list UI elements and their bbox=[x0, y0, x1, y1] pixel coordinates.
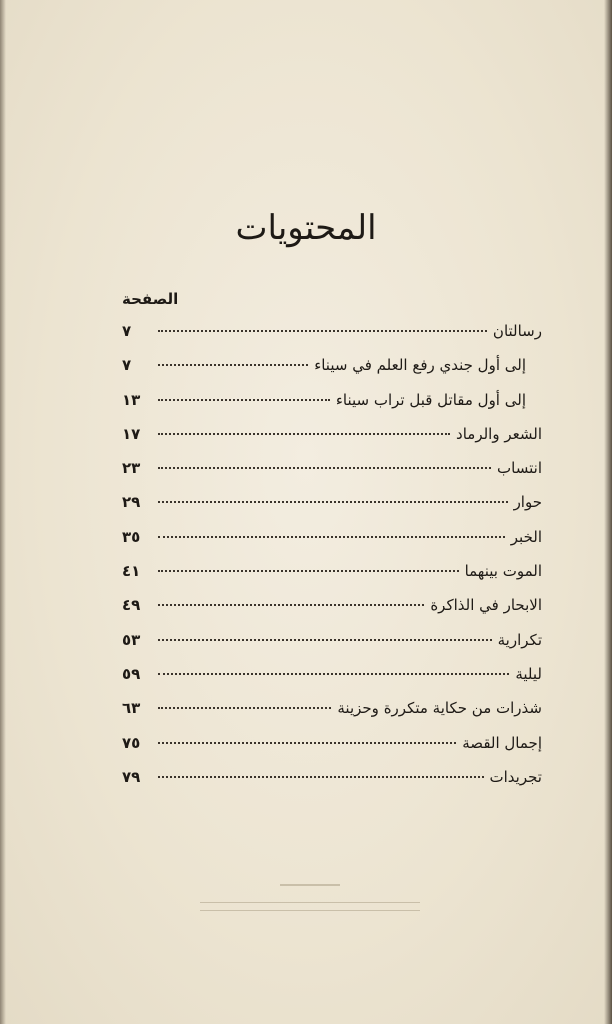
dot-leader bbox=[158, 604, 424, 606]
toc-page-number: ١٣ bbox=[122, 390, 141, 409]
toc-row bbox=[122, 734, 542, 768]
toc-entry-title: الخبر bbox=[510, 527, 542, 546]
toc-row bbox=[122, 631, 542, 665]
toc-row bbox=[122, 596, 542, 630]
dot-leader bbox=[158, 433, 450, 435]
dot-leader bbox=[158, 776, 484, 778]
dot-leader bbox=[158, 639, 492, 641]
dot-leader bbox=[158, 570, 459, 572]
toc-page-number: ١٧ bbox=[122, 424, 141, 443]
toc-entry-title: تجريدات bbox=[489, 767, 542, 786]
toc-page-number: ٣٥ bbox=[122, 527, 141, 546]
toc-entry-title: إلى أول جندي رفع العلم في سيناء bbox=[314, 356, 526, 375]
toc-row bbox=[122, 322, 542, 356]
dot-leader bbox=[158, 707, 331, 709]
toc-row bbox=[122, 768, 542, 802]
toc-row bbox=[122, 562, 542, 596]
dot-leader bbox=[158, 742, 456, 744]
faint-publisher-imprint bbox=[200, 880, 420, 920]
dot-leader bbox=[158, 536, 505, 538]
toc-row bbox=[122, 528, 542, 562]
toc-entry-title: شذرات من حكاية متكررة وحزينة bbox=[337, 699, 542, 718]
page-column-header: الصفحة bbox=[122, 290, 179, 308]
toc-page-number: ٤٩ bbox=[122, 596, 141, 615]
toc-page-number: ٧٩ bbox=[122, 767, 141, 786]
toc-page-number: ٧ bbox=[122, 322, 132, 340]
toc-page-number: ٧ bbox=[122, 356, 132, 375]
toc-page-number: ٥٣ bbox=[122, 630, 141, 649]
toc-entry-title: ليلية bbox=[515, 664, 542, 683]
toc-entry-title: الابحار في الذاكرة bbox=[430, 596, 542, 615]
toc-entry-title: إلى أول مقاتل قبل تراب سيناء bbox=[335, 390, 526, 409]
toc-page-number: ٤١ bbox=[122, 562, 141, 581]
toc-page-number: ٧٥ bbox=[122, 733, 141, 752]
toc-row bbox=[122, 391, 542, 425]
dot-leader bbox=[158, 364, 308, 366]
toc-row bbox=[122, 459, 542, 493]
toc-entry-title: إجمال القصة bbox=[462, 733, 542, 752]
toc-entry-title: رسالتان bbox=[492, 322, 542, 340]
toc-page-number: ٢٣ bbox=[122, 459, 141, 478]
toc-entry-title: تكرارية bbox=[497, 630, 542, 649]
dot-leader bbox=[158, 399, 330, 401]
toc-row bbox=[122, 665, 542, 699]
toc-page-number: ٥٩ bbox=[122, 664, 141, 683]
page-edge-shadow-right bbox=[604, 0, 612, 1024]
dot-leader bbox=[158, 501, 508, 503]
toc-page-number: ٢٩ bbox=[122, 493, 141, 512]
page-title: المحتويات bbox=[235, 208, 377, 248]
toc-row bbox=[122, 425, 542, 459]
toc-page-number: ٦٣ bbox=[122, 699, 141, 718]
dot-leader bbox=[158, 467, 491, 469]
table-of-contents bbox=[122, 322, 542, 802]
dot-leader bbox=[158, 330, 487, 332]
dot-leader bbox=[158, 673, 509, 675]
page-edge-shadow-left bbox=[0, 0, 6, 1024]
toc-row bbox=[122, 356, 542, 390]
toc-entry-title: الشعر والرماد bbox=[456, 424, 542, 443]
toc-row bbox=[122, 493, 542, 527]
toc-entry-title: الموت بينهما bbox=[464, 562, 542, 581]
toc-entry-title: انتساب bbox=[497, 459, 542, 478]
toc-entry-title: حوار bbox=[513, 493, 542, 512]
toc-row bbox=[122, 699, 542, 733]
